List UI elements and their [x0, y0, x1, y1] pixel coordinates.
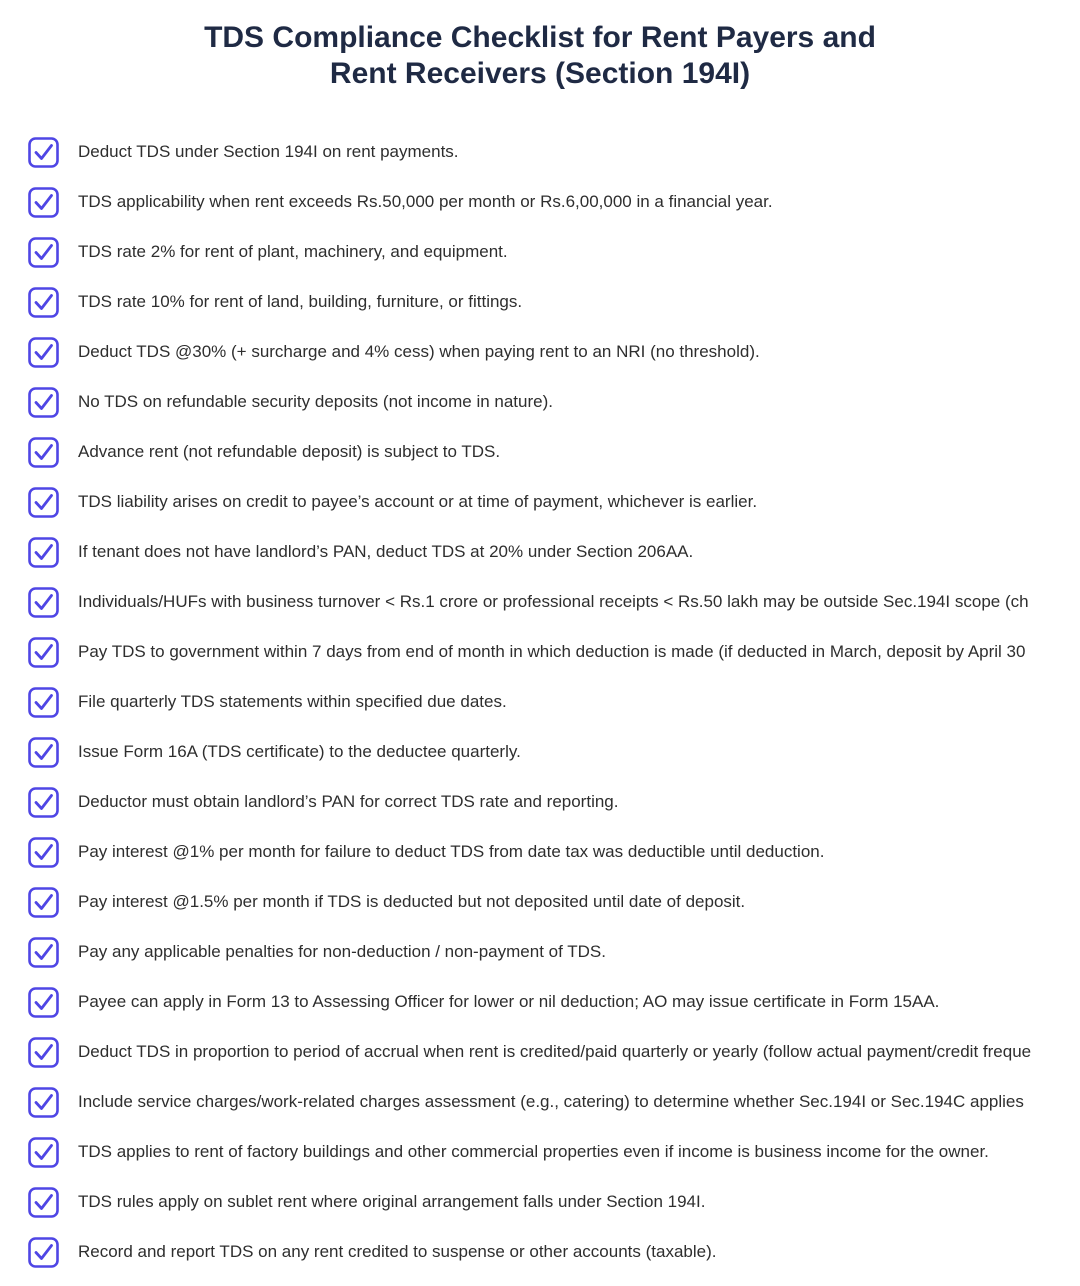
- checklist-item-text: TDS rate 10% for rent of land, building, furniture, or fittings.: [78, 292, 523, 311]
- checklist-item: [0, 1077, 1080, 1127]
- checked-checkbox-icon[interactable]: [28, 937, 59, 968]
- checklist-item-text: TDS applies to rent of factory buildings and other commercial properties even if income is business income for the owner.: [78, 1142, 989, 1161]
- checklist-item: [0, 327, 1080, 377]
- checked-checkbox-icon[interactable]: [28, 637, 59, 668]
- checklist-item-text: Individuals/HUFs with business turnover < Rs.1 crore or professional receipts < Rs.50 lakh may be outside Sec.194I scope (ch: [78, 592, 1029, 611]
- checklist-item: [0, 1227, 1080, 1277]
- checklist-item-text: TDS liability arises on credit to payee’s account or at time of payment, whichever is earlier.: [78, 492, 758, 511]
- checklist-item-text: Include service charges/work-related charges assessment (e.g., catering) to determine whether Sec.194I or Sec.194C applies: [78, 1092, 1024, 1111]
- checklist-item: [0, 877, 1080, 927]
- checklist-item-text: Record and report TDS on any rent credited to suspense or other accounts (taxable).: [78, 1242, 717, 1261]
- checked-checkbox-icon[interactable]: [28, 237, 59, 268]
- checklist-item: [0, 227, 1080, 277]
- checklist-item-text: TDS rate 2% for rent of plant, machinery, and equipment.: [78, 242, 508, 261]
- checked-checkbox-icon[interactable]: [28, 987, 59, 1018]
- checked-checkbox-icon[interactable]: [28, 737, 59, 768]
- checklist-item-text: Pay any applicable penalties for non-deduction / non-payment of TDS.: [78, 942, 606, 961]
- checklist-item: [0, 927, 1080, 977]
- checked-checkbox-icon[interactable]: [28, 387, 59, 418]
- checklist-item-text: Deduct TDS in proportion to period of accrual when rent is credited/paid quarterly or yearly (follow actual payment/credit freque: [78, 1042, 1032, 1061]
- checklist-item: [0, 277, 1080, 327]
- checklist-item-text: TDS rules apply on sublet rent where original arrangement falls under Section 194I.: [78, 1192, 706, 1211]
- page-title: [0, 20, 1080, 92]
- checklist-item: [0, 1127, 1080, 1177]
- checklist-item-text: Pay TDS to government within 7 days from end of month in which deduction is made (if deducted in March, deposit by April 30: [78, 642, 1026, 661]
- checklist-item: [0, 527, 1080, 577]
- checklist-item: [0, 977, 1080, 1027]
- checked-checkbox-icon[interactable]: [28, 487, 59, 518]
- checked-checkbox-icon[interactable]: [28, 187, 59, 218]
- checked-checkbox-icon[interactable]: [28, 837, 59, 868]
- checked-checkbox-icon[interactable]: [28, 337, 59, 368]
- checklist-item-text: Issue Form 16A (TDS certificate) to the deductee quarterly.: [78, 742, 521, 761]
- checklist-item-text: Deduct TDS @30% (+ surcharge and 4% cess) when paying rent to an NRI (no threshold).: [78, 342, 760, 361]
- checklist-item: [0, 727, 1080, 777]
- checklist-item: [0, 777, 1080, 827]
- checked-checkbox-icon[interactable]: [28, 537, 59, 568]
- checklist-item: [0, 1027, 1080, 1077]
- checklist-item: [0, 1177, 1080, 1227]
- checklist-item: [0, 677, 1080, 727]
- checklist-item-text: Pay interest @1% per month for failure to deduct TDS from date tax was deductible until deduction.: [78, 842, 825, 861]
- checklist-item-text: No TDS on refundable security deposits (not income in nature).: [78, 392, 553, 411]
- checked-checkbox-icon[interactable]: [28, 587, 59, 618]
- checklist-item-text: Deduct TDS under Section 194I on rent payments.: [78, 142, 459, 161]
- checklist: [0, 127, 1080, 1277]
- checklist-item-text: Payee can apply in Form 13 to Assessing Officer for lower or nil deduction; AO may issue certificate in Form 15AA.: [78, 992, 940, 1011]
- checklist-item: [0, 427, 1080, 477]
- checklist-item-text: Advance rent (not refundable deposit) is subject to TDS.: [78, 442, 501, 461]
- checked-checkbox-icon[interactable]: [28, 687, 59, 718]
- checked-checkbox-icon[interactable]: [28, 1037, 59, 1068]
- checklist-item: [0, 377, 1080, 427]
- checked-checkbox-icon[interactable]: [28, 287, 59, 318]
- checklist-item: [0, 577, 1080, 627]
- checklist-item-text: Pay interest @1.5% per month if TDS is deducted but not deposited until date of deposit.: [78, 892, 746, 911]
- page-title-line-2: Rent Receivers (Section 194I): [329, 57, 751, 90]
- checked-checkbox-icon[interactable]: [28, 1137, 59, 1168]
- checklist-item-text: If tenant does not have landlord’s PAN, deduct TDS at 20% under Section 206AA.: [78, 542, 694, 561]
- checked-checkbox-icon[interactable]: [28, 1087, 59, 1118]
- checked-checkbox-icon[interactable]: [28, 887, 59, 918]
- checked-checkbox-icon[interactable]: [28, 437, 59, 468]
- checked-checkbox-icon[interactable]: [28, 1187, 59, 1218]
- checklist-item: [0, 827, 1080, 877]
- checked-checkbox-icon[interactable]: [28, 137, 59, 168]
- checklist-item-text: TDS applicability when rent exceeds Rs.50,000 per month or Rs.6,00,000 in a financial year.: [78, 192, 773, 211]
- page-title-line-1: TDS Compliance Checklist for Rent Payers and: [204, 21, 876, 54]
- checklist-item-text: Deductor must obtain landlord’s PAN for correct TDS rate and reporting.: [78, 792, 619, 811]
- checklist-item-text: File quarterly TDS statements within specified due dates.: [78, 692, 507, 711]
- checked-checkbox-icon[interactable]: [28, 1237, 59, 1268]
- checklist-item: [0, 177, 1080, 227]
- checklist-item: [0, 627, 1080, 677]
- checklist-item: [0, 477, 1080, 527]
- checklist-item: [0, 127, 1080, 177]
- checked-checkbox-icon[interactable]: [28, 787, 59, 818]
